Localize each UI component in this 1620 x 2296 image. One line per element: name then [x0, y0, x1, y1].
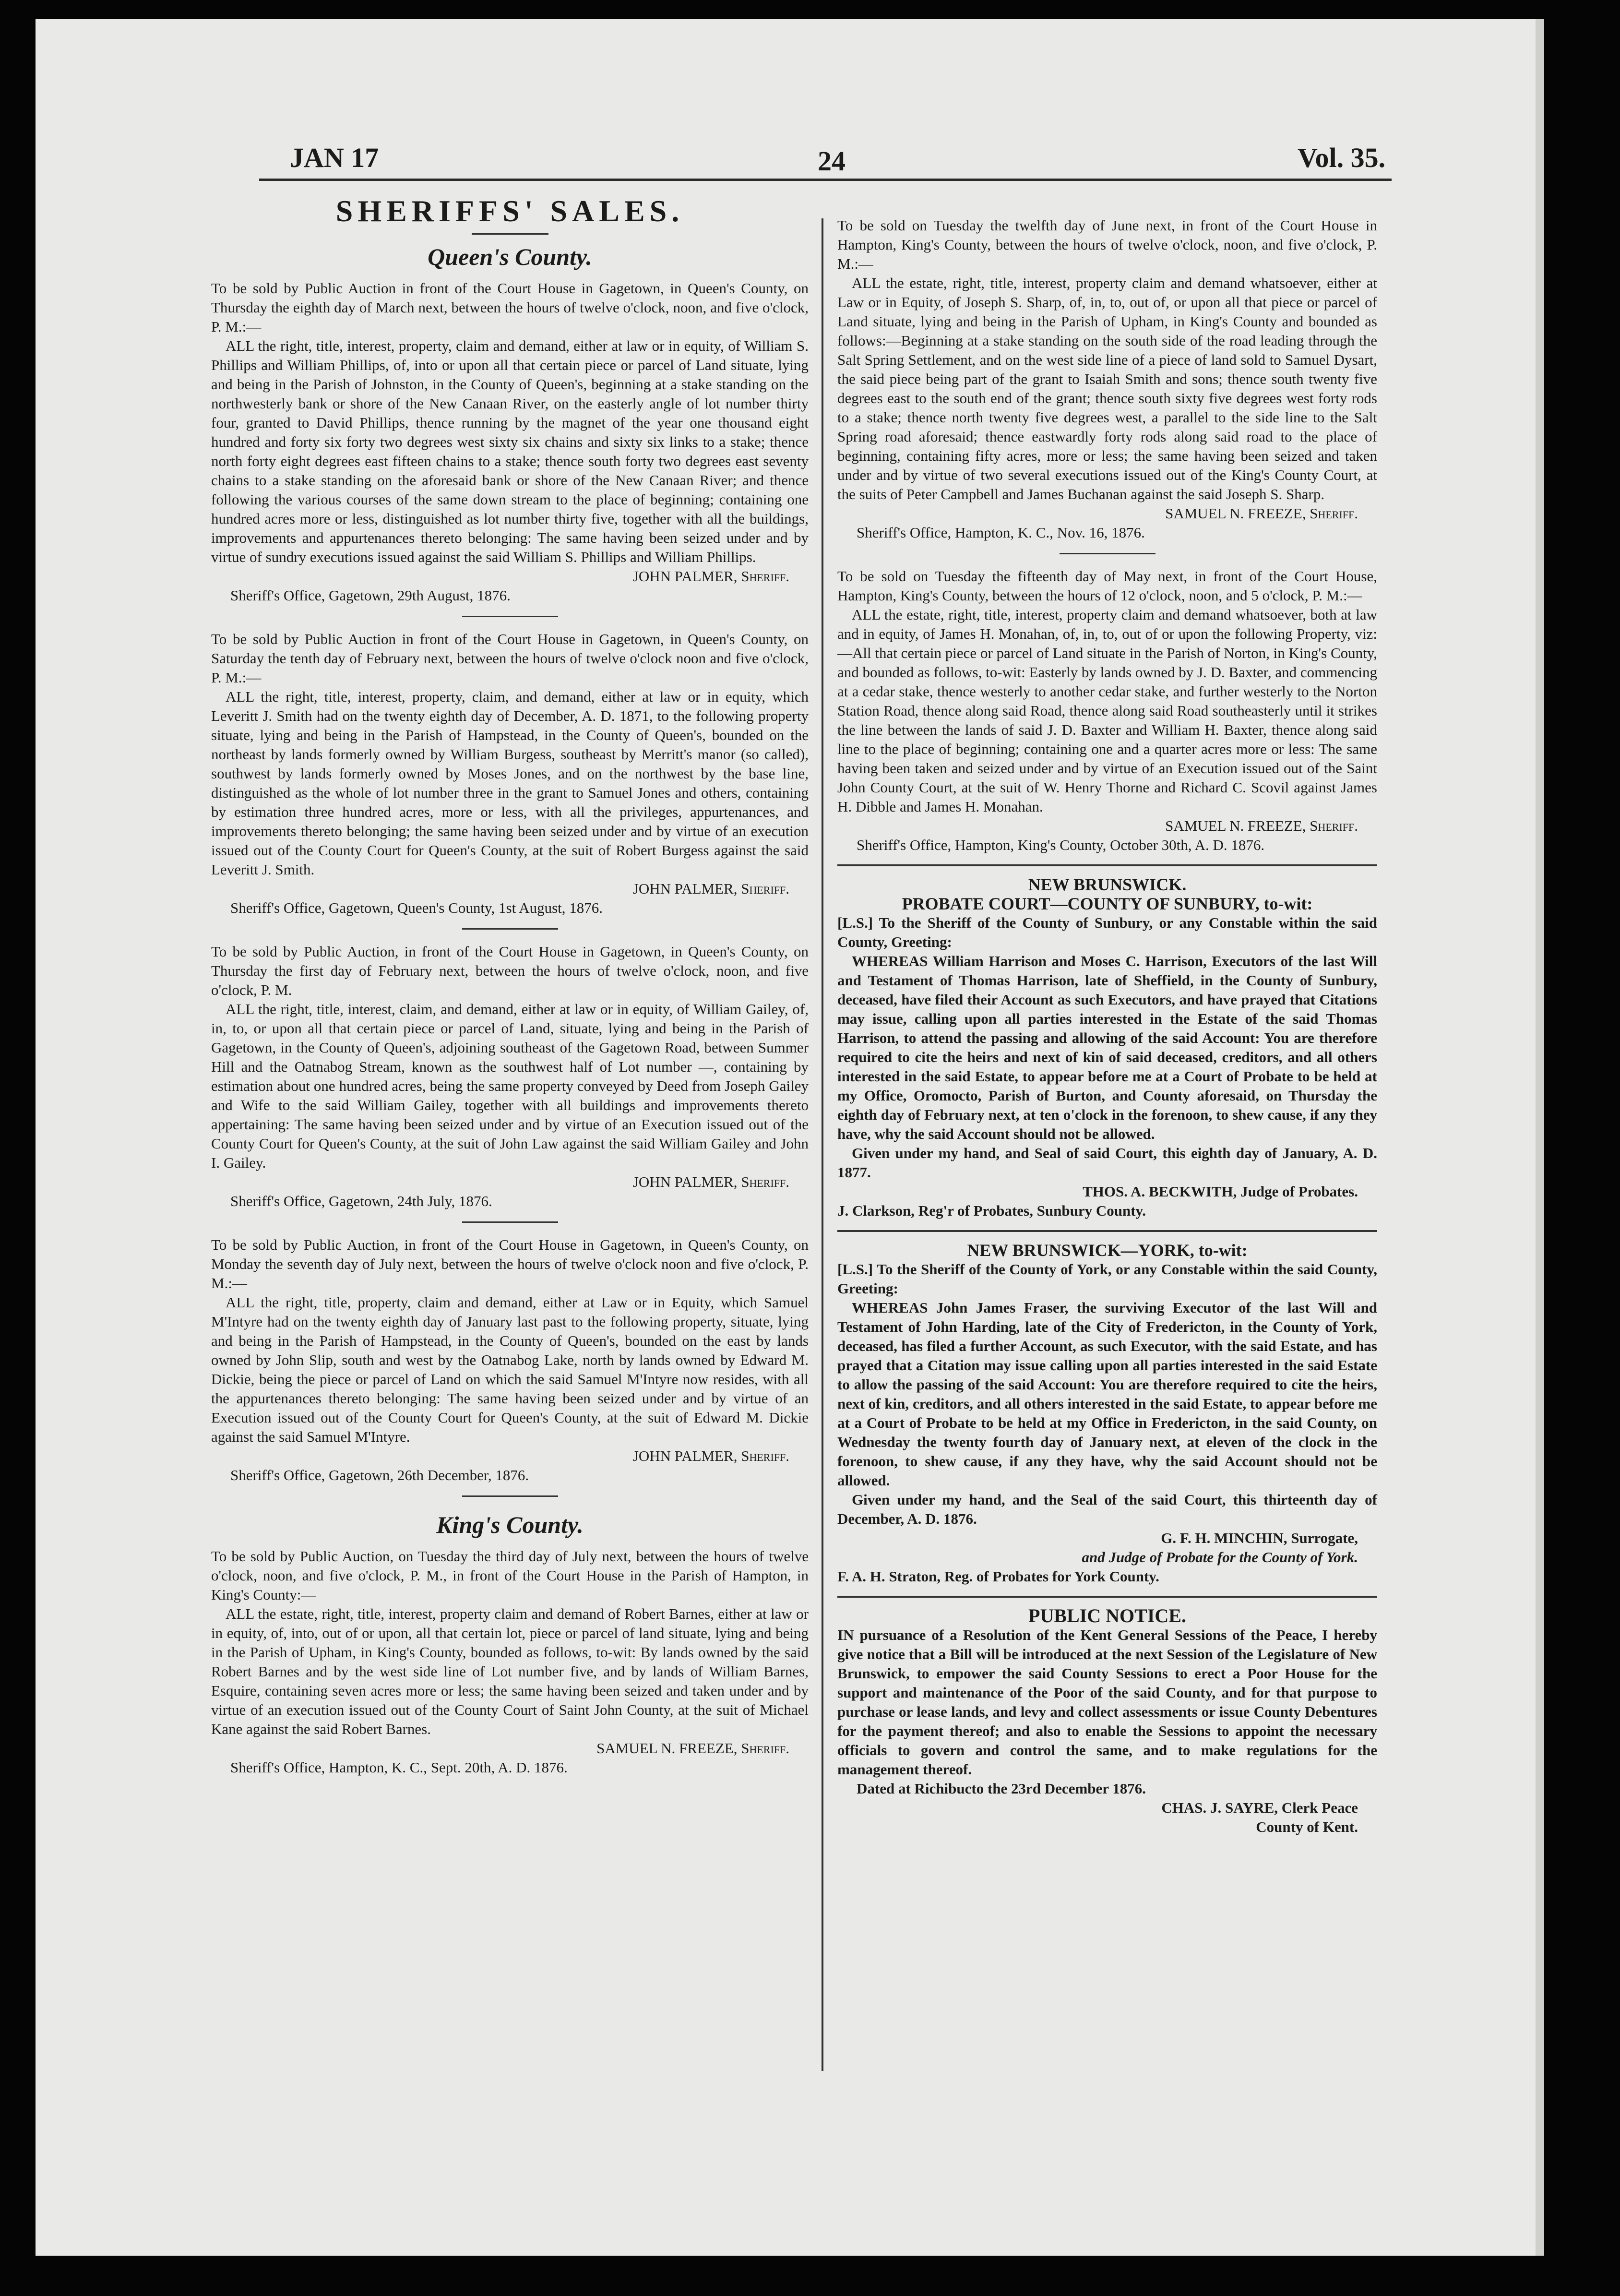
public-notice-body: IN pursuance of a Resolution of the Kent General Sessions of the Peace, I hereby give notice that a Bill will be introduced at the next Session of the Legislature of New Brunswick, to empower the said County Sessions to erect a Poor House for the support and maintenance of the Poor of the said County, and for that purpose to purchase or lease lands, and levy and collect assessments or issue County Debentures for the payment thereof; and also to enable the Sessions to appoint the necessary officials to govern and control the same, and to make regulations for the management thereof.: [837, 1626, 1377, 1778]
sunbury-judge: THOS. A. BECKWITH, Judge of Probates.: [1083, 1183, 1358, 1200]
york-surrogate-title: and Judge of Probate for the County of York.: [1082, 1549, 1358, 1566]
ad-body: ALL the right, title, interest, property, claim and demand, either at law or in equity, of William S. Phillips and William Phillips, of, into or upon all that certain piece or parcel of Land situate, lying and being in the Parish of Johnston, in the County of Queen's, beginning at a stake standing on the northwesterly bank or shore of the New Canaan River, on the easterly angle of lot number thirty four, granted to David Phillips, thence running by the magnet of the year one thousand eight hundred and forty six forty two degrees west sixty six chains and sixty six links to a stake; thence north forty eight degrees east fifteen chains to a stake; thence south forty two degrees east seventy chains to a stake standing on the aforesaid bank or shore of the New Canaan River; and thence following the various courses of the same down stream to the place of beginning; containing one hundred acres more or less, distinguished as lot number thirty five, together with all the buildings, improvements and appurtenances thereto belonging: The same having been seized under and by virtue of sundry executions issued against the said William S. Phillips and William Phillips.: [211, 337, 809, 565]
ad-signature: SAMUEL N. FREEZE, Sheriff.: [596, 1740, 789, 1757]
sunbury-heading-2: PROBATE COURT—COUNTY OF SUNBURY, to-wit:: [902, 894, 1313, 913]
section-rule: [837, 1596, 1377, 1598]
header-date: JAN 17: [290, 142, 379, 173]
ad-signature: SAMUEL N. FREEZE, Sheriff.: [1165, 817, 1358, 834]
york-ls: [L.S.] To the Sheriff of the County of York, or any Constable within the said County, Greeting:: [837, 1261, 1377, 1297]
ad-body: ALL the estate, right, title, interest, property claim and demand whatsoever, both at law and in equity, of James H. Monahan, of, in, to, out of or upon the following Property, viz:—All that certain piece or parcel of Land situate in the Parish of Norton, in King's County, and bounded as follows, to-wit: Easterly by lands owned by J. D. Baxter, and commencing at a cedar stake, thence westerly to another cedar stake, and further westerly to the Norton Station Road, thence along said Road, thence along said Road southeasterly until it strikes the line between the lands of said J. D. Baxter and William H. Baxter, thence along said line to the place of beginning; containing one and a quarter acres more or less: The same having been taken and seized under and by virtue of an Execution issued out of the Saint John County Court, at the suit of W. Henry Thorne and Richard C. Scovil against James H. Dibble and James H. Monahan.: [837, 606, 1377, 815]
right-column: [837, 216, 1377, 1837]
ad-separator: [462, 1495, 558, 1497]
ad-lead: To be sold by Public Auction in front of the Court House in Gagetown, in Queen's County, on Thursday the eighth day of March next, between the hours of twelve o'clock, noon, and five o'clock, P. M.:—: [211, 280, 809, 335]
kings-ad-1: [211, 1547, 809, 1777]
queens-ad-4: [211, 1235, 809, 1485]
public-notice-dated: Dated at Richibucto the 23rd December 1876.: [857, 1780, 1146, 1797]
ad-office: Sheriff's Office, Hampton, K. C., Nov. 16, 1876.: [857, 524, 1145, 541]
kings-ad-3: [837, 567, 1377, 855]
ad-signature: JOHN PALMER, Sheriff.: [632, 880, 789, 897]
public-notice: [837, 1606, 1377, 1837]
ad-signature: JOHN PALMER, Sheriff.: [632, 568, 789, 585]
public-notice-heading: PUBLIC NOTICE.: [1028, 1605, 1186, 1626]
ad-lead: To be sold by Public Auction, in front of the Court House in Gagetown, in Queen's County, on Thursday the first day of February next, between the hours of twelve o'clock, noon, and five o'clock, P. M.: [211, 943, 809, 998]
sunbury-given: Given under my hand, and Seal of said Court, this eighth day of January, A. D. 1877.: [837, 1145, 1377, 1181]
ad-lead: To be sold by Public Auction, on Tuesday the third day of July next, between the hours of twelve o'clock, noon, and five o'clock, P. M., in front of the Court House in the Parish of Hampton, in King's County:—: [211, 1548, 809, 1603]
ad-office: Sheriff's Office, Hampton, K. C., Sept. 20th, A. D. 1876.: [230, 1759, 568, 1776]
ad-separator: [462, 616, 558, 617]
queens-ad-3: [211, 942, 809, 1211]
ad-body: ALL the right, title, interest, claim, and demand, either at law or in equity, of William Gailey, of, in, to, or upon all that certain piece or parcel of Land, situate, lying and being in the Parish of Gagetown, in the County of Queen's, adjoining southeast of the Gagetown Road, between Summer Hill and the Oatnabog Stream, known as the southwest half of Lot number —, containing by estimation about one hundred acres, being the same property conveyed by Deed from Joseph Gailey and Wife to the said William Gailey, together with all buildings and improvements thereto appertaining: The same having been seized under and by virtue of an Execution issued out of the County Court for Queen's County, at the suit of John Law against the said William Gailey and John I. Gailey.: [211, 1001, 809, 1171]
ad-body: ALL the estate, right, title, interest, property claim and demand of Robert Barnes, either at law or in equity, of, into, out of or upon, all that certain lot, piece or parcel of land situate, lying and being in the Parish of Upham, in King's County, bounded as follows, to-wit: By lands owned by the said Robert Barnes and by the west side line of Lot number five, and by lands of William Barnes, Esquire, containing seven acres more or less; the same having been seized and taken under and by virtue of an execution issued out of the County Court of Saint John County, at the suit of Michael Kane against the said Robert Barnes.: [211, 1605, 809, 1737]
public-notice-clerk: CHAS. J. SAYRE, Clerk Peace: [1161, 1799, 1358, 1816]
left-column: [211, 192, 809, 1777]
sunbury-body: WHEREAS William Harrison and Moses C. Harrison, Executors of the last Will and Testament of Thomas Harrison, late of Sheffield, in the County of Sunbury, deceased, have filed their Account as such Executors, and have prayed that Citations may issue, calling upon all parties interested in the Estate of the said Thomas Harrison, to attend the passing and allowing of the said Account: You are therefore required to cite the heirs and next of kin of said deceased, creditors, and all others interested in the said Estate, to appear before me at a Court of Probate to be held at my Office, Oromocto, Parish of Burton, and County aforesaid, on Thursday the eighth day of February next, at ten o'clock in the forenoon, to shew cause, if any they have, why the said Account should not be allowed.: [837, 953, 1377, 1142]
ad-office: Sheriff's Office, Gagetown, 24th July, 1876.: [230, 1193, 492, 1209]
header-page-number: 24: [818, 145, 846, 177]
sunbury-probate-notice: [837, 875, 1377, 1220]
ad-lead: To be sold on Tuesday the fifteenth day of May next, in front of the Court House, Hampton, King's County, between the hours of 12 o'clock, noon, and 5 o'clock, P. M.:—: [837, 568, 1377, 604]
york-given: Given under my hand, and the Seal of the said Court, this thirteenth day of December, A. D. 1876.: [837, 1491, 1377, 1527]
sunbury-registrar: J. Clarkson, Reg'r of Probates, Sunbury County.: [837, 1202, 1146, 1219]
ad-office: Sheriff's Office, Gagetown, 29th August, 1876.: [230, 587, 511, 604]
ad-body: ALL the estate, right, title, interest, property claim and demand whatsoever, either at Law or in Equity, of Joseph S. Sharp, of, in, to, out of, or upon all that piece or parcel of Land situate, lying and being in the Parish of Upham, in King's County and bounded as follows:—Beginning at a stake standing on the south side of the road leading through the Salt Spring Settlement, and on the west side line of a piece of land sold to Samuel Dysart, the said piece being part of the grant to Isaiah Smith and sons; thence south twenty five degrees east to the south end of the grant; thence south sixty five degrees west forty rods to a stake; thence north twenty five degrees west, a parallel to the side line to the Salt Spring road aforesaid; thence eastwardly forty rods along said road to the place of beginning, containing fifty acres, more or less; the same having been seized and taken under and by virtue of two several executions issued out of the King's County Court, at the suits of Peter Campbell and James Buchanan against the said Joseph S. Sharp.: [837, 275, 1377, 502]
ad-lead: To be sold by Public Auction, in front of the Court House in Gagetown, in Queen's County, on Monday the seventh day of July next, between the hours of twelve o'clock noon and five o'clock, P. M.:—: [211, 1236, 809, 1292]
ad-office: Sheriff's Office, Gagetown, Queen's County, 1st August, 1876.: [230, 899, 603, 916]
ad-body: ALL the right, title, property, claim and demand, either at Law or in Equity, which Samuel M'Intyre had on the twenty eighth day of January last past to the following property, situate, lying and being in the Parish of Hampstead, in the County of Queen's, bounded on the east by lands owned by John Slip, south and west by the Oatnabog Lake, north by lands owned by Edward M. Dickie, being the piece or parcel of Land on which the said Samuel M'Intyre now resides, with all the appurtenances thereto belonging: The same having been seized under and by virtue of an Execution issued out of the County Court for Queen's County, at the suit of Edward M. Dickie against the said Samuel M'Intyre.: [211, 1294, 809, 1445]
kings-county-heading: King's County.: [436, 1511, 584, 1538]
queens-ad-1: [211, 279, 809, 605]
ad-signature: JOHN PALMER, Sheriff.: [632, 1173, 789, 1190]
york-probate-notice: [837, 1241, 1377, 1586]
york-heading: NEW BRUNSWICK—YORK, to-wit:: [967, 1241, 1248, 1260]
sunbury-heading-1: NEW BRUNSWICK.: [1028, 875, 1187, 894]
ad-separator: [462, 928, 558, 930]
sunbury-ls: [L.S.] To the Sheriff of the County of Sunbury, or any Constable within the said County, Greeting:: [837, 914, 1377, 950]
ad-body: ALL the right, title, interest, property, claim, and demand, either at law or in equity, which Leveritt J. Smith had on the twenty eighth day of December, A. D. 1871, to the following property situate, lying and being in the Parish of Hampstead, in the County of Queen's, bounded on the northeast by lands formerly owned by William Burgess, southeast by Merritt's manor (so called), southwest by lands formerly owned by Moses Jones, and on the northwest by the base line, distinguished as the whole of lot number three in the grant to Samuel Jones and others, containing by estimation three hundred acres, more or less, with all the privileges, appurtenances, and improvements thereto belonging; the same having been seized under and by virtue of an execution issued out of the County Court for Queen's County, at the suit of Robert Burgess against the said Leveritt J. Smith.: [211, 688, 809, 878]
ad-office: Sheriff's Office, Gagetown, 26th December, 1876.: [230, 1467, 529, 1483]
ad-separator: [462, 1221, 558, 1223]
ad-office: Sheriff's Office, Hampton, King's County, October 30th, A. D. 1876.: [857, 837, 1265, 853]
header-rule: [259, 179, 1392, 181]
header-volume: Vol. 35.: [1298, 142, 1386, 173]
page-title: SHERIFFS' SALES.: [335, 194, 684, 228]
kings-ad-2: [837, 216, 1377, 542]
ad-lead: To be sold on Tuesday the twelfth day of June next, in front of the Court House in Hampton, King's County, between the hours of twelve o'clock, noon, and five o'clock, P. M.:—: [837, 217, 1377, 272]
ad-lead: To be sold by Public Auction in front of the Court House in Gagetown, in Queen's County, on Saturday the tenth day of February next, between the hours of twelve o'clock noon and five o'clock, P. M.:—: [211, 631, 809, 686]
public-notice-county: County of Kent.: [1256, 1818, 1358, 1835]
york-registrar: F. A. H. Straton, Reg. of Probates for York County.: [837, 1568, 1159, 1585]
section-rule: [837, 1230, 1377, 1232]
title-rule: [472, 233, 548, 235]
york-body: WHEREAS John James Fraser, the surviving Executor of the last Will and Testament of John Harding, late of the City of Fredericton, in the County of York, deceased, has filed a further Account, as such Executor, with the said Estate, and has prayed that a Citation may issue calling upon all parties interested in the said Estate to allow the passing of the said Account: You are therefore required to cite the heirs, next of kin, creditors, and all others interested in the said Estate, to appear before me at a Court of Probate to be held at my Office in Fredericton, in the said County, on Wednesday the twenty fourth day of January next, at eleven of the clock in the forenoon, to shew cause, if any they have, why the said Account should not be allowed.: [837, 1299, 1377, 1489]
ad-separator: [1060, 553, 1155, 554]
section-rule: [837, 864, 1377, 866]
york-surrogate: G. F. H. MINCHIN, Surrogate,: [1161, 1530, 1358, 1546]
queens-ad-2: [211, 630, 809, 918]
queens-county-heading: Queen's County.: [428, 243, 592, 270]
ad-signature: JOHN PALMER, Sheriff.: [632, 1447, 789, 1464]
ad-signature: SAMUEL N. FREEZE, Sheriff.: [1165, 505, 1358, 522]
column-divider: [822, 218, 823, 2071]
